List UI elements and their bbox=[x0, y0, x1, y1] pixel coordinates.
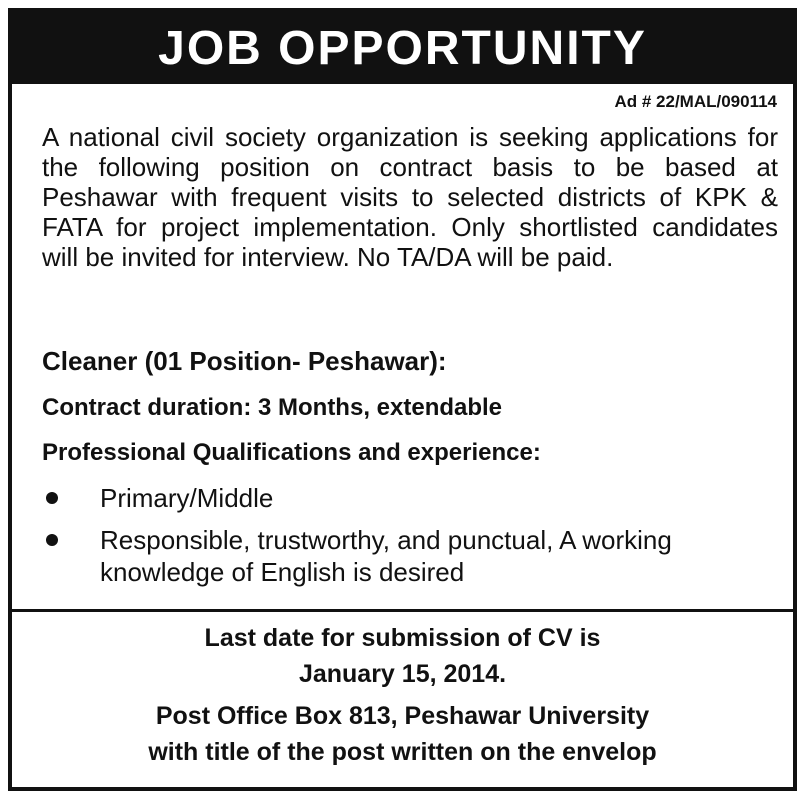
section-divider bbox=[12, 609, 793, 612]
list-item bbox=[42, 482, 778, 514]
qualifications-heading: Professional Qualifications and experience: bbox=[42, 439, 541, 466]
intro-paragraph: A national civil society organization is seeking applications for the following position on contract basis to be based at Peshawar with frequent visits to selected districts of KPK & FATA for project implementation. Only shortlisted candidates will be invited for interview. No TA/DA will be paid. bbox=[42, 122, 778, 272]
bullet-icon bbox=[46, 534, 58, 546]
job-advertisement bbox=[8, 8, 797, 791]
list-item bbox=[42, 524, 778, 588]
qualifications-list bbox=[42, 482, 778, 598]
qualification-text: Primary/Middle bbox=[100, 483, 274, 513]
ad-reference-number: Ad # 22/MAL/090114 bbox=[614, 92, 777, 111]
contract-duration: Contract duration: 3 Months, extendable bbox=[42, 394, 503, 421]
ad-title: JOB OPPORTUNITY bbox=[158, 21, 647, 75]
address-line-2: with title of the post written on the envelop bbox=[148, 738, 657, 766]
position-title: Cleaner (01 Position- Peshawar): bbox=[42, 346, 447, 376]
deadline-line-2: January 15, 2014. bbox=[298, 660, 507, 688]
address-line-1: Post Office Box 813, Peshawar University bbox=[155, 702, 650, 730]
deadline-line-1: Last date for submission of CV is bbox=[204, 624, 601, 652]
bullet-icon bbox=[46, 492, 58, 504]
header-banner bbox=[12, 12, 793, 84]
qualification-text: Responsible, trustworthy, and punctual, A working knowledge of English is desired bbox=[100, 525, 672, 587]
submission-details bbox=[12, 620, 793, 770]
